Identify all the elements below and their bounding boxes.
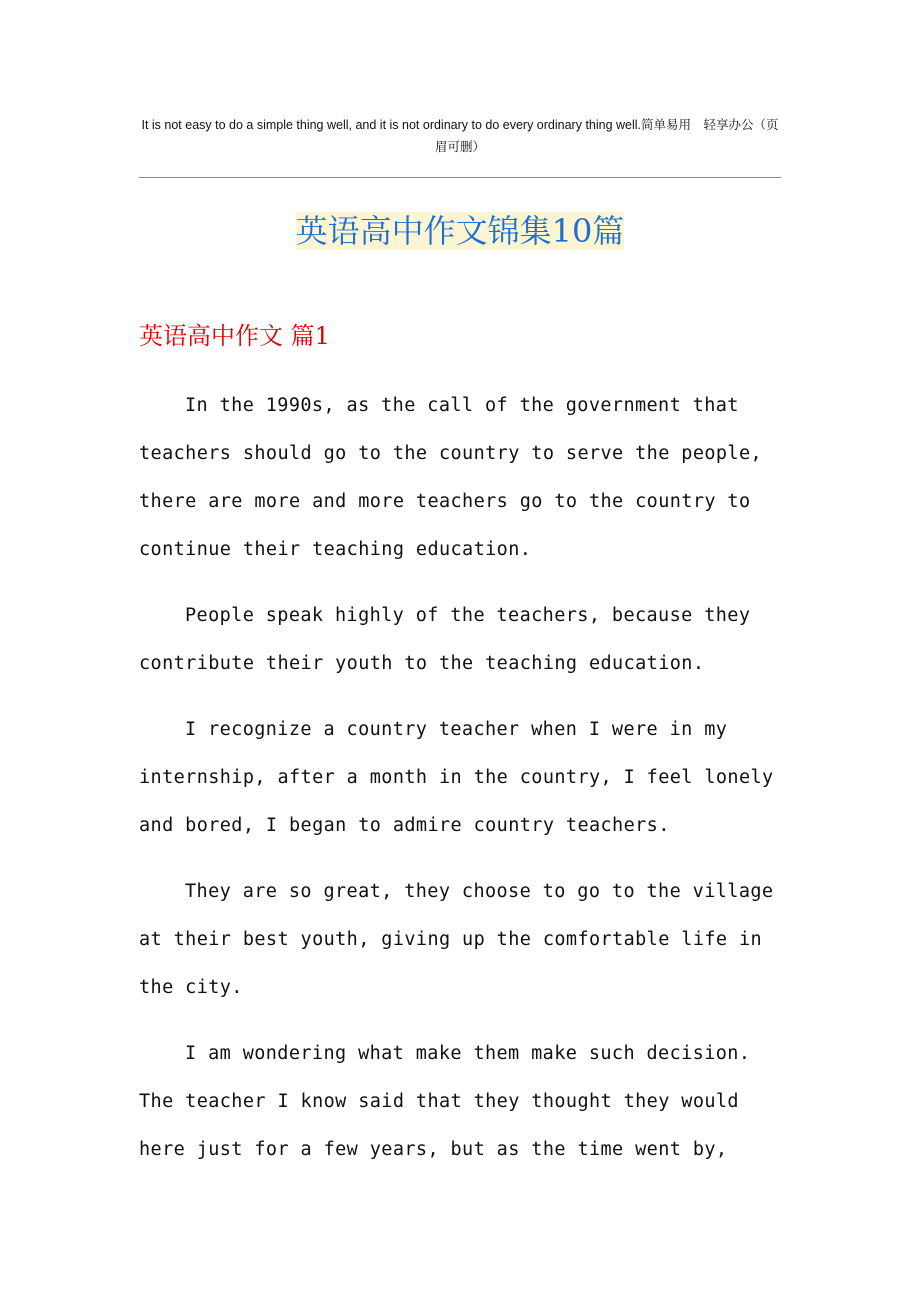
essay-body bbox=[139, 382, 781, 1192]
paragraph-4: They are so great, they choose to go to the village at their best youth, giving up the comfortable life in the city. bbox=[139, 881, 774, 998]
paragraph-5: I am wondering what make them make such decision. The teacher I know said that they thought they would here just for a few years, but as the time went by, bbox=[139, 1043, 751, 1160]
document-title-text: 英语高中作文锦集10篇 bbox=[295, 212, 625, 250]
section-heading: 英语高中作文 篇1 bbox=[139, 322, 330, 350]
paragraph-1: In the 1990s, as the call of the government that teachers should go to the country to serve the people, there are more and more teachers go to the country to continue their teaching education. bbox=[139, 395, 763, 560]
header-divider bbox=[139, 177, 781, 178]
document-title bbox=[0, 208, 920, 254]
paragraph-3: I recognize a country teacher when I were in my internship, after a month in the country, I feel lonely and bored, I began to admire country teachers. bbox=[139, 719, 774, 836]
page-header: It is not easy to do a simple thing well, and it is not ordinary to do every ordinary thing well.简单易用 轻享办公（页眉可删） bbox=[141, 118, 779, 154]
paragraph-2: People speak highly of the teachers, because they contribute their youth to the teaching education. bbox=[139, 605, 751, 674]
